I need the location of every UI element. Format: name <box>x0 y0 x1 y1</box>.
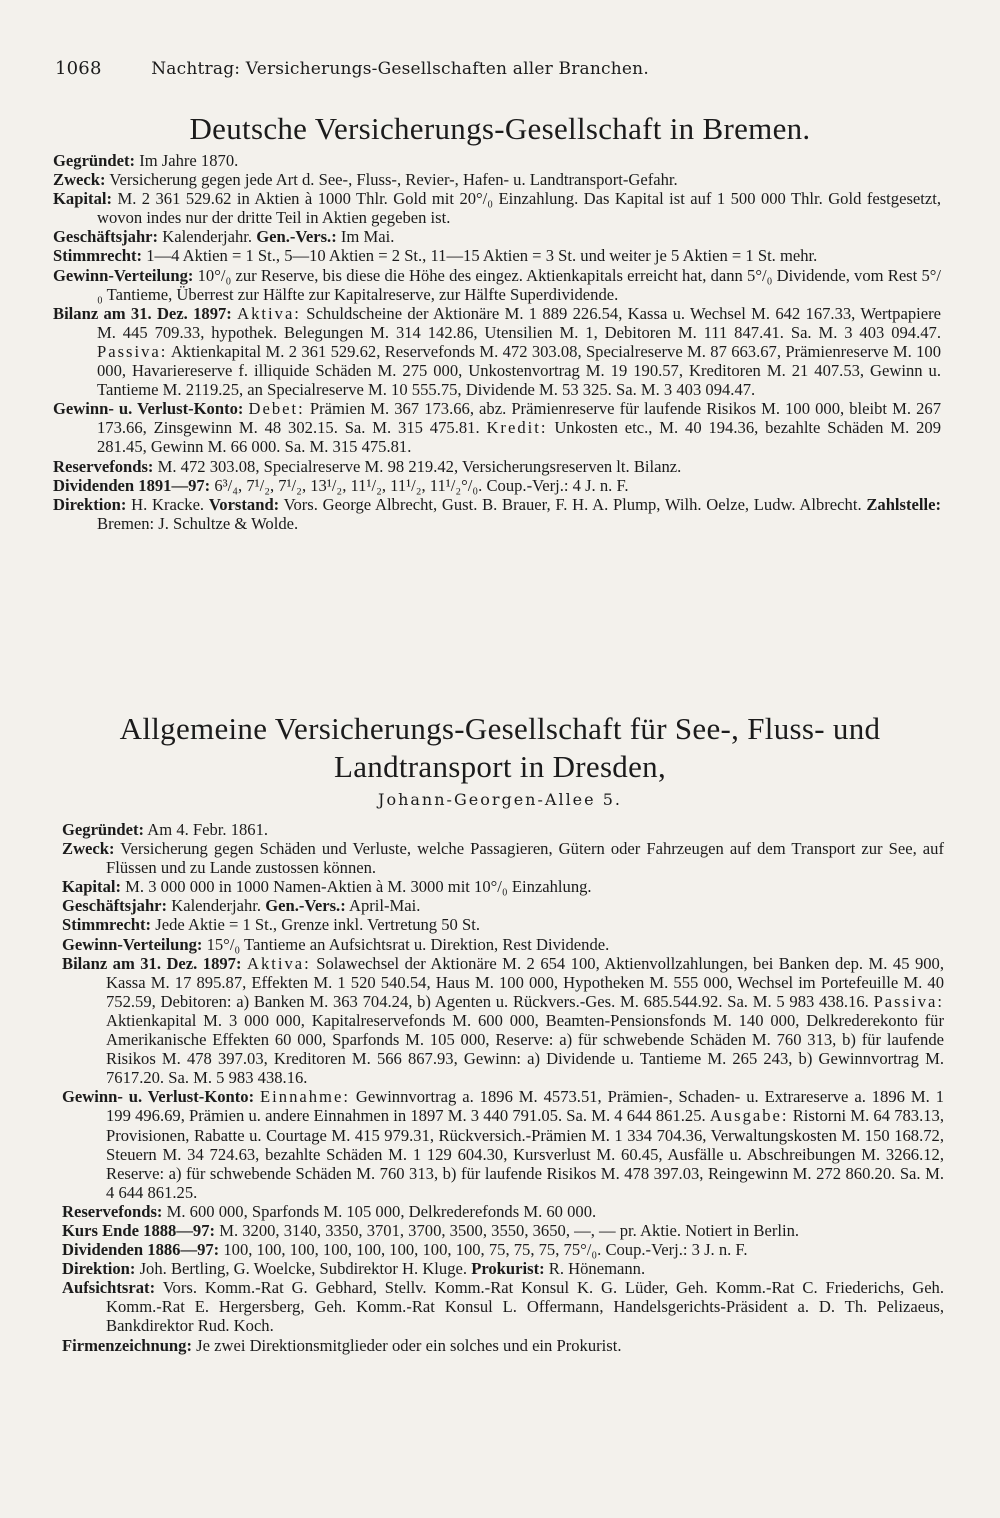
capital-entry <box>62 877 944 896</box>
liabilities-label: Passiva: <box>97 341 168 361</box>
expenses-text: Ristorni M. 64 783.13, Provisionen, Rabatte u. Courtage M. 415 979.31, Rückversich.-Prämien M. 1 334 704.36, Verwaltungskosten M. 150 168.72, Steuern M. 34 724.63, bezahlte Schäden M. 1 129 604.30, Kursverlust M. 60.45, Ausfälle u. Abschreibungen M. 3266.12, Reserve: a) für schwebende Schäden M. 760 313, b) für laufende Risikos M. 478 397.03, Reingewinn M. 272 860.20. Sa. M. 4 644 861.25. <box>106 1106 944 1202</box>
purpose-label: Zweck: <box>53 170 106 190</box>
board-label: Vorstand: <box>208 494 280 514</box>
company-title-bremen: Deutsche Versicherungs-Gesellschaft in Bremen. <box>189 111 811 146</box>
fiscal-year-text: Kalenderjahr. <box>167 896 262 916</box>
profit-distribution-entry <box>62 935 944 954</box>
profit-loss-label: Gewinn- u. Verlust-Konto: <box>62 1087 255 1107</box>
profit-loss-entry <box>62 1087 944 1202</box>
balance-sheet-entry <box>62 954 944 1088</box>
paying-agent-text: Bremen: J. Schultze & Wolde. <box>97 513 299 533</box>
management-entry <box>53 495 941 533</box>
capital-text: M. 2 361 529.62 in Aktien à 1000 Thlr. Gold mit 20°/₀ Einzahlung. Das Kapital ist auf 1 500 000 Thlr. Gold festgesetzt, wovon indes nur der dritte Teil in Aktien gegeben ist. <box>97 189 941 228</box>
balance-sheet-label: Bilanz am 31. Dez. 1897: <box>53 303 232 323</box>
company-entry-dresden <box>62 820 944 1355</box>
capital-label: Kapital: <box>53 189 113 209</box>
company-entry-bremen <box>53 151 941 533</box>
voting-rights-text: 1—4 Aktien = 1 St., 5—10 Aktien = 2 St., 11—15 Aktien = 3 St. und weiter je 5 Aktien = 1 St. mehr. <box>142 246 818 266</box>
company-title-line-2: Landtransport in Dresden, <box>333 749 667 784</box>
founded-label: Gegründet: <box>53 151 136 170</box>
fiscal-year-text: Kalenderjahr. <box>158 227 253 247</box>
profit-distribution-entry <box>53 266 941 304</box>
capital-entry <box>53 189 941 227</box>
founded-text: Im Jahre 1870. <box>135 151 239 170</box>
paying-agent-label: Zahlstelle: <box>866 494 941 514</box>
authorized-officer-text: R. Hönemann. <box>544 1259 646 1279</box>
balance-sheet-label: Bilanz am 31. Dez. 1897: <box>62 953 242 973</box>
supervisory-board-entry <box>62 1278 944 1335</box>
profit-distribution-label: Gewinn-Verteilung: <box>53 265 194 285</box>
balance-sheet-entry <box>53 304 941 399</box>
assets-label: Aktiva: <box>237 303 301 323</box>
dividends-text: 100, 100, 100, 100, 100, 100, 100, 100, 75, 75, 75, 75°/₀. Coup.-Verj.: 3 J. n. F. <box>219 1240 748 1260</box>
reserve-fund-entry <box>62 1202 944 1221</box>
income-text: Gewinnvortrag a. 1896 M. 4573.51, Prämien-, Schaden- u. Extrareserve a. 1896 M. 1 199 496.69, Prämien u. andere Einnahmen in 1897 M. 3 440 791.05. Sa. M. 4 644 861.25. <box>106 1087 945 1126</box>
voting-rights-entry <box>53 246 941 265</box>
management-text: Joh. Bertling, G. Woelcke, Subdirektor H. Kluge. <box>135 1259 468 1279</box>
profit-loss-label: Gewinn- u. Verlust-Konto: <box>53 399 244 419</box>
running-head <box>55 58 945 79</box>
fiscal-year-entry <box>62 896 944 915</box>
liabilities-text: Aktienkapital M. 3 000 000, Kapitalreservefonds M. 600 000, Beamten-Pensionsfonds M. 140 000, Delkrederekonto für Amerikanische Effekten 60 000, Sparfonds M. 105 000, Reserve: a) für schwebende Schäden M. 760 313, b) für laufende Risikos M. 478 397.03, Kreditoren M. 566 867.93, Gewinn: a) Dividende u. Tantieme M. 265 243, b) Gewinnvortrag M. 7617.20. Sa. M. 5 983 438.16. <box>106 1010 944 1088</box>
purpose-text: Versicherung gegen jede Art d. See-, Fluss-, Revier-, Hafen- u. Landtransport-Gefahr. <box>105 170 678 190</box>
dividends-entry <box>62 1240 944 1259</box>
founded-entry <box>53 151 941 170</box>
profit-loss-entry <box>53 399 941 456</box>
debit-text: Prämien M. 367 173.66, abz. Prämienreserve für laufende Risikos M. 100 000, bleibt M. 267 173.66, Zinsgewinn M. 48 302.15. Sa. M. 315 475.81. <box>97 399 941 438</box>
general-meeting-text: Im Mai. <box>336 227 395 247</box>
profit-distribution-label: Gewinn-Verteilung: <box>62 934 203 954</box>
liabilities-text: Aktienkapital M. 2 361 529.62, Reservefonds M. 472 303.08, Specialreserve M. 87 663.67, Prämienreserve M. 100 000, Havariereserve f. illiquide Schäden M. 275 000, Unkostenvortrag M. 19 190.57, Kreditoren M. 21 407.53, Gewinn u. Tantieme M. 2119.25, an Specialreserve M. 10 555.75, Dividende M. 53 325. Sa. M. 3 403 094.47. <box>97 341 941 400</box>
purpose-entry <box>62 839 944 877</box>
management-label: Direktion: <box>62 1259 136 1279</box>
management-text: H. Kracke. <box>126 494 205 514</box>
supervisory-board-label: Aufsichtsrat: <box>62 1278 156 1298</box>
company-title-line-1: Allgemeine Versicherungs-Gesellschaft für See-, Fluss- und <box>119 711 881 746</box>
company-title-dresden <box>0 710 1000 786</box>
credit-text: Unkosten etc., M. 40 194.36, bezahlte Schäden M. 209 281.45, Gewinn M. 66 000. Sa. M. 315 475.81. <box>97 418 941 457</box>
capital-text: M. 3 000 000 in 1000 Namen-Aktien à M. 3000 mit 10°/₀ Einzahlung. <box>121 877 592 897</box>
credit-label: Kredit: <box>486 418 548 438</box>
reserve-fund-entry <box>53 457 941 476</box>
share-price-text: M. 3200, 3140, 3350, 3701, 3700, 3500, 3550, 3650, —, — pr. Aktie. Notiert in Berlin. <box>215 1220 800 1240</box>
share-price-entry <box>62 1221 944 1240</box>
fiscal-year-label: Geschäftsjahr: <box>53 227 159 247</box>
general-meeting-label: Gen.-Vers.: <box>256 227 337 247</box>
capital-label: Kapital: <box>62 877 122 897</box>
founded-label: Gegründet: <box>62 820 145 839</box>
purpose-label: Zweck: <box>62 839 115 859</box>
assets-text: Solawechsel der Aktionäre M. 2 654 100, Aktienvollzahlungen, bei Banken dep. M. 45 900, Kassa M. 17 895.87, Effekten M. 1 520 540.54, Haus M. 100 000, Hypotheken M. 555 000, Wechsel im Portefeuille M. 40 752.59, Debitoren: a) Banken M. 363 704.24, b) Agenten u. Rückvers.-Ges. M. 685.544.92. Sa. M. 5 983 438.16. <box>106 953 944 1011</box>
assets-text: Schuldscheine der Aktionäre M. 1 889 226.54, Kassa u. Wechsel M. 642 167.33, Wertpapiere M. 445 709.33, hypothek. Belegungen M. 314 142.86, Utensilien M. 1, Debitoren M. 111 847.41. Sa. M. 3 403 094.47. <box>97 303 941 342</box>
voting-rights-text: Jede Aktie = 1 St., Grenze inkl. Vertretung 50 St. <box>151 915 480 935</box>
running-title: Nachtrag: Versicherungs-Gesellschaften aller Branchen. <box>151 59 649 79</box>
founded-text: Am 4. Febr. 1861. <box>144 820 269 839</box>
reserve-fund-label: Reservefonds: <box>53 456 154 476</box>
profit-distribution-text: 15°/₀ Tantieme an Aufsichtsrat u. Direktion, Rest Dividende. <box>202 934 610 954</box>
purpose-text: Versicherung gegen Schäden und Verluste, welche Passagieren, Gütern oder Fahrzeugen auf dem Transport zur See, auf Flüssen und zu Lande zustossen können. <box>106 839 944 878</box>
dividends-label: Dividenden 1891—97: <box>53 475 211 495</box>
reserve-fund-label: Reservefonds: <box>62 1201 163 1221</box>
fiscal-year-label: Geschäftsjahr: <box>62 896 168 916</box>
assets-label: Aktiva: <box>246 953 311 973</box>
liabilities-label: Passiva: <box>873 991 944 1011</box>
signature-rule-entry <box>62 1336 944 1355</box>
reserve-fund-text: M. 600 000, Sparfonds M. 105 000, Delkrederefonds M. 60 000. <box>162 1201 597 1221</box>
profit-distribution-text: 10°/₀ zur Reserve, bis diese die Höhe des eingez. Aktienkapitals erreicht hat, dann 5°/₀ Dividende, vom Rest 5°/₀ Tantieme, Überrest zur Hälfte zur Kapitalreserve, zur Hälfte Superdividende. <box>97 265 941 304</box>
dividends-entry <box>53 476 941 495</box>
income-label: Einnahme: <box>260 1087 350 1107</box>
page-number: 1068 <box>55 58 102 79</box>
share-price-label: Kurs Ende 1888—97: <box>62 1220 216 1240</box>
dividends-text: 6³/₄, 7¹/₂, 7¹/₂, 13¹/₂, 11¹/₂, 11¹/₂, 11¹/₂°/₀. Coup.-Verj.: 4 J. n. F. <box>210 475 629 495</box>
founded-entry <box>62 820 944 839</box>
company-address: Johann-Georgen-Allee 5. <box>378 790 622 809</box>
voting-rights-label: Stimmrecht: <box>62 915 152 935</box>
signature-rule-text: Je zwei Direktionsmitglieder oder ein solches und ein Prokurist. <box>191 1335 622 1355</box>
general-meeting-label: Gen.-Vers.: <box>265 896 346 916</box>
board-text: Vors. George Albrecht, Gust. B. Brauer, F. H. A. Plump, Wilh. Oelze, Ludw. Albrecht. <box>279 494 862 514</box>
expenses-label: Ausgabe: <box>709 1106 789 1126</box>
fiscal-year-entry <box>53 227 941 246</box>
purpose-entry <box>53 170 941 189</box>
voting-rights-label: Stimmrecht: <box>53 246 143 266</box>
supervisory-board-text: Vors. Komm.-Rat G. Gebhard, Stellv. Komm.-Rat Konsul K. G. Lüder, Geh. Komm.-Rat C. Friederichs, Geh. Komm.-Rat E. Hergersberg, Geh. Komm.-Rat Konsul L. Offermann, Handelsgerichts-Präsident a. D. Th. Pelizaeus, Bankdirektor Rud. Koch. <box>106 1278 944 1336</box>
general-meeting-text: April-Mai. <box>345 896 421 916</box>
management-label: Direktion: <box>53 494 127 514</box>
dividends-label: Dividenden 1886—97: <box>62 1240 220 1260</box>
management-entry <box>62 1259 944 1278</box>
signature-rule-label: Firmenzeichnung: <box>62 1335 192 1355</box>
reserve-fund-text: M. 472 303.08, Specialreserve M. 98 219.42, Versicherungsreserven lt. Bilanz. <box>153 456 682 476</box>
voting-rights-entry <box>62 915 944 934</box>
debit-label: Debet: <box>248 399 305 419</box>
authorized-officer-label: Prokurist: <box>471 1259 545 1279</box>
